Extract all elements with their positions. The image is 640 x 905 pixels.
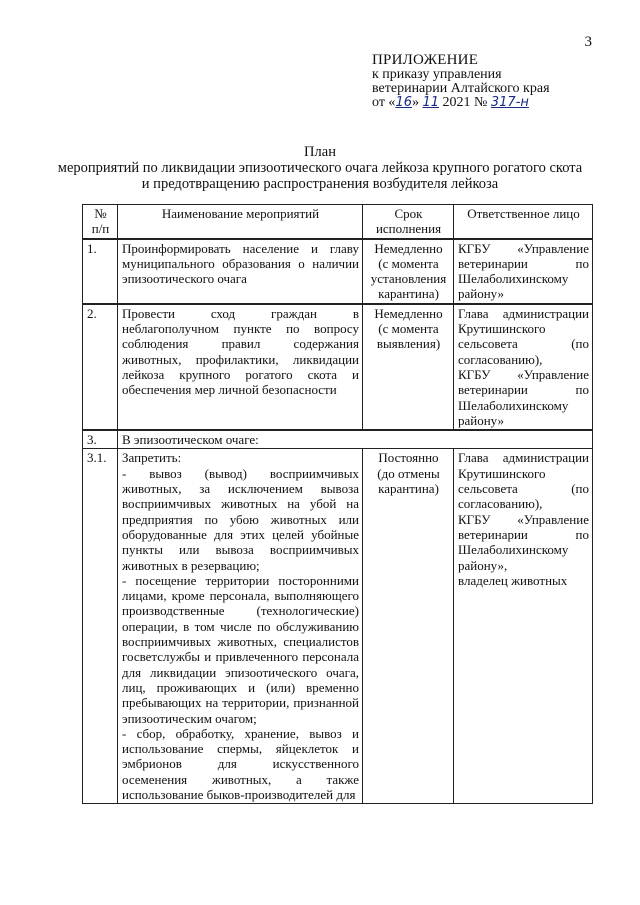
appendix-line-1: к приказу управления — [372, 67, 502, 82]
row-term: Постоянно (до отмены карантина) — [363, 449, 454, 804]
row-term: Немедленно (с момента установления карантина) — [363, 239, 454, 304]
row-num: 3. — [83, 430, 118, 449]
row-action: Провести сход граждан в неблагополучном пункте по вопросу соблюдения правил содержания животных, профилактики, ликвидации лейкоза крупного рогатого скота и обеспечения мер личной безопасности — [118, 304, 363, 430]
row-num: 2. — [83, 304, 118, 430]
plan-title — [0, 144, 640, 192]
appendix-title: ПРИЛОЖЕНИЕ — [372, 52, 479, 68]
row-term: Немедленно (с момента выявления) — [363, 304, 454, 430]
table-row — [83, 430, 593, 449]
plan-title-line-3: и предотвращению распространения возбудителя лейкоза — [141, 176, 499, 192]
handwritten-month: 11 — [422, 95, 440, 110]
header-action: Наименование мероприятий — [118, 205, 363, 239]
appendix-line-2: ветеринарии Алтайского края — [372, 81, 550, 96]
appendix-date-line — [372, 96, 550, 110]
header-num: № п/п — [83, 205, 118, 239]
row-responsible: КГБУ «Управление ветеринарии по Шелаболихинскому району» — [454, 239, 593, 304]
date-prefix: от « — [372, 95, 396, 110]
row-num: 1. — [83, 239, 118, 304]
page-number: 3 — [584, 34, 592, 50]
plan-title-line-1: План — [304, 144, 336, 160]
date-mid: » — [411, 95, 423, 110]
date-year: 2021 № — [439, 95, 491, 110]
table-row — [83, 304, 593, 430]
row-section-heading: В эпизоотическом очаге: — [118, 430, 593, 449]
handwritten-day: 16 — [395, 95, 412, 110]
row-action: Запретить: - вывоз (вывод) восприимчивых животных, за исключением вывоза восприимчивых животных на убой на предприятия по убою животных или оборудованные для этих целей убойные пункты или вывоза восприимчивых животных в резервацию; - посещение территории посторонними лицами, кроме персонала, выполняющего производственные (технологические) операции, в том числе по обслуживанию восприимчивых животных, специалистов госветслужбы и привлеченного персонала для ликвидации эпизоотического очага, лиц, проживающих и (или) временно пребывающих на территории, признанной эпизоотическим очагом; - сбор, обработку, хранение, вывоз и использование спермы, яйцеклеток и эмбрионов для искусственного осеменения животных, а также использование быков-производителей для — [118, 449, 363, 804]
header-responsible: Ответственное лицо — [454, 205, 593, 239]
plan-title-line-2: мероприятий по ликвидации эпизоотического очага лейкоза крупного рогатого скота — [57, 160, 583, 176]
table-row — [83, 449, 593, 804]
handwritten-order-number: 317-н — [490, 95, 529, 110]
row-num: 3.1. — [83, 449, 118, 804]
row-responsible: Глава администрации Крутишинского сельсовета (по согласованию), КГБУ «Управление ветеринарии по Шелаболихинскому району», владелец животных — [454, 449, 593, 804]
table-row — [83, 239, 593, 304]
appendix-block — [372, 52, 550, 110]
plan-table — [82, 204, 593, 804]
row-responsible: Глава администрации Крутишинского сельсовета (по согласованию), КГБУ «Управление ветеринарии по Шелаболихинскому району» — [454, 304, 593, 430]
header-term: Срок исполнения — [363, 205, 454, 239]
row-action: Проинформировать население и главу муниципального образования о наличии эпизоотического очага — [118, 239, 363, 304]
table-header-row — [83, 205, 593, 239]
